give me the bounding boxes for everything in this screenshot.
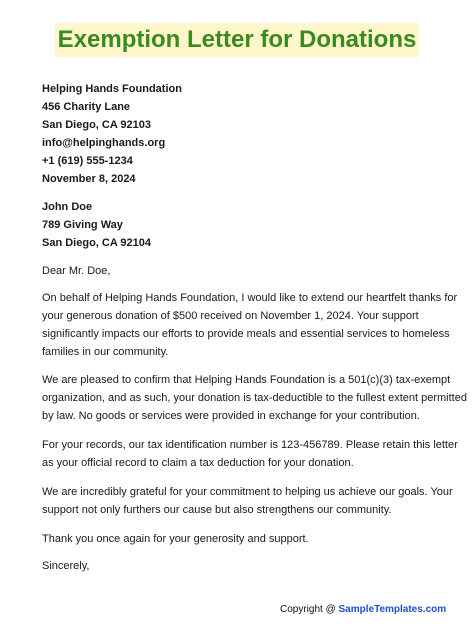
paragraph-line: by law. No goods or services were provided in exchange for your contribution. <box>42 410 420 422</box>
paragraph-thanks <box>42 289 458 361</box>
copyright-prefix: Copyright @ <box>280 604 336 615</box>
title-wrapper <box>0 23 474 57</box>
paragraph-line: We are incredibly grateful for your commitment to helping us achieve our goals. Your <box>42 486 453 498</box>
paragraph-line: as your official record to claim a tax deduction for your donation. <box>42 457 354 469</box>
sender-email: info@helpinghands.org <box>42 137 166 149</box>
recipient-street: 789 Giving Way <box>42 219 123 231</box>
paragraph-line: significantly impacts our efforts to provide meals and essential services to homeless <box>42 328 450 340</box>
paragraph-thank-you <box>42 530 437 548</box>
sender-street: 456 Charity Lane <box>42 101 131 113</box>
recipient-address-block <box>42 198 437 252</box>
paragraph-line: families in our community. <box>42 346 169 358</box>
paragraph-gratitude <box>42 483 453 519</box>
paragraph-tax-id <box>42 436 458 472</box>
sender-name: Helping Hands Foundation <box>42 83 182 95</box>
sampletemplates-link[interactable]: SampleTemplates.com <box>338 604 447 615</box>
sender-city: San Diego, CA 92103 <box>42 119 152 131</box>
paragraph-line: For your records, our tax identification number is 123-456789. Please retain this letter <box>42 439 458 451</box>
sender-phone: +1 (619) 555-1234 <box>42 155 133 167</box>
copyright-footer <box>280 603 446 617</box>
sender-address-block <box>42 80 437 188</box>
recipient-name: John Doe <box>42 201 93 213</box>
paragraph-line: your generous donation of $500 received on November 1, 2024. Your support <box>42 310 419 322</box>
letter-date: November 8, 2024 <box>42 173 136 185</box>
salutation: Dear Mr. Doe, <box>42 265 111 277</box>
page-title: Exemption Letter for Donations <box>55 23 420 57</box>
paragraph-line: We are pleased to confirm that Helping Hands Foundation is a 501(c)(3) tax-exempt <box>42 374 451 386</box>
paragraph-line: organization, and as such, your donation is tax-deductible to the fullest extent permitted <box>42 392 467 404</box>
paragraph-line: Thank you once again for your generosity and support. <box>42 533 309 545</box>
paragraph-line: On behalf of Helping Hands Foundation, I would like to extend our heartfelt thanks for <box>42 292 458 304</box>
paragraph-line: support not only furthers our cause but also strengthens our community. <box>42 504 392 516</box>
closing: Sincerely, <box>42 560 90 572</box>
paragraph-tax-exempt <box>42 371 467 425</box>
recipient-city: San Diego, CA 92104 <box>42 237 152 249</box>
